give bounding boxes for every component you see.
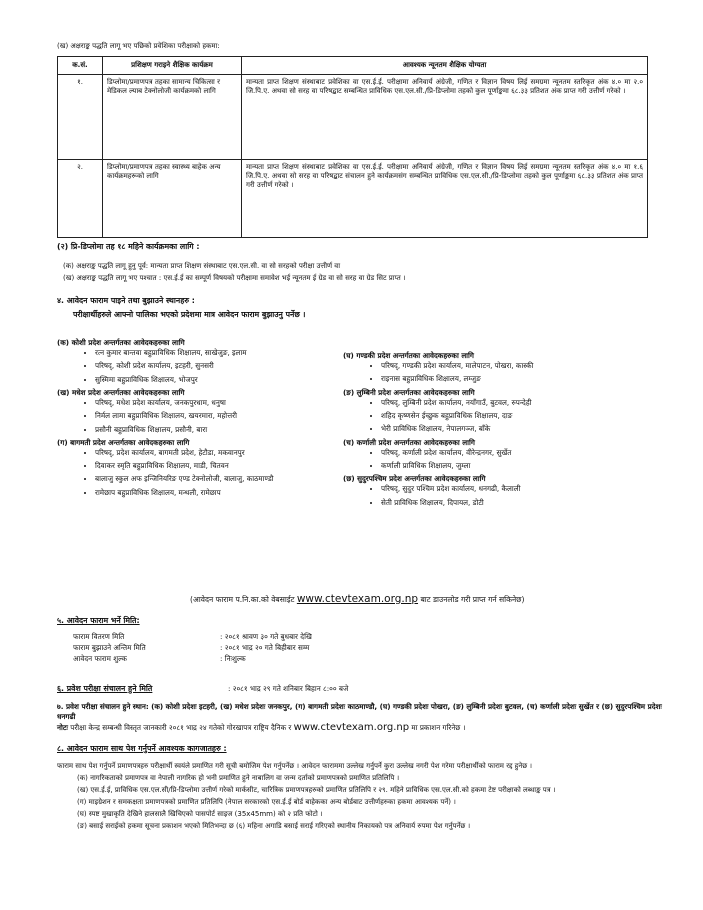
section-7 [57, 702, 662, 735]
list-item: (ग) माइग्रेशन र समकक्षता प्रमाणपत्रको प्रमाणित प्रतिलिपि (नेपाल सरकारको एस.ई.ई बोर्ड बाहेकका अन्य बोर्डबाट उत्तीर्णहरुका हकमा आवश्यक पर्ने) । [77, 797, 456, 806]
list-item: • परिषद्, मधेश प्रदेश कार्यालय, जनकपुरधाम, धनुषा [95, 398, 332, 407]
list-item: • रामेछाप बहुप्राविधिक शिक्षालय, मन्थली, रामेछाप [95, 488, 332, 497]
list-item: • दिवाकर स्मृति बहुप्राविधिक शिक्षालय, माडी, चितवन [95, 461, 332, 470]
column-header: आवश्यक न्यूनतम शैक्षिक योग्यता [242, 57, 648, 75]
list-item: • प्रसौनी बहुप्राविधिक शिक्षालय, प्रसौनी, बारा [95, 425, 332, 434]
list-item: • निर्मल लामा बहुप्राविधिक शिक्षालय, खयरमारा, महोत्तरी [95, 411, 332, 420]
list-item: • परिषद्, गण्डकी प्रदेश कार्यालय, मालेपाटन, पोखरा, कास्की [381, 361, 653, 370]
exam-date-value: : २०८१ भाद्र २९ गते शनिबार बिहान ८:०० बजे [228, 684, 349, 693]
table-row [58, 159, 648, 237]
requirement-cell: मान्यता प्राप्त शिक्षण संस्थाबाट प्रवेशिका वा एस.ई.ई. परीक्षामा अनिवार्य अंग्रेजी, गणित र विज्ञान विषय लिई समग्रमा न्यूनतम स्तरिकृत अंक ४.० मा १.६ जि.पि.ए. अथवा सो सरह वा परिषद्बाट संचालन हुने कार्यक्रमसंग सम्बन्धित प्राविधिक एस.एल.सी./प्रि-डिप्लोमा तहको कुल पूर्णाङ्कमा ६८.३३ प्रतिशत अंक प्राप्त गरी उत्तीर्ण गरेको । [242, 159, 648, 237]
serial-number: २. [58, 159, 103, 237]
province-heading: (ग) बागमती प्रदेश अन्तर्गतका आवेदकहरुका लागि [57, 437, 190, 447]
province-heading: (घ) गण्डकी प्रदेश अन्तर्गतका आवेदकहरुका लागि [343, 351, 474, 360]
offices-left-column [57, 336, 332, 501]
section-4-title: ४. आवेदन फाराम पाइने तथा बुझाउने स्थानहरु : [57, 296, 195, 305]
intro-line: (ख) अक्षराङ्क पद्धति लागू भए पछिको प्रवेशिका परीक्षाको हकमा: [57, 42, 220, 50]
list-item: (घ) स्पष्ट मुखाकृति देखिने हालसालै खिचिएको पासपोर्ट साइज (35x45mm) को २ प्रति फोटो । [77, 809, 323, 818]
serial-number: १. [58, 74, 103, 159]
list-item: • परिषद्, प्रदेश कार्यालय, बागमती प्रदेश, हेटौडा, मकवानपुर [95, 448, 332, 457]
province-heading: (च) कर्णाली प्रदेश अन्तर्गतका आवेदकहरुका लागि [343, 437, 475, 447]
list-item: (ङ) बसाई सराईको हकमा सूचना प्रकाशन भएको मितिभन्दा छ (६) महिना अगाडि बसाई सराई गरिएको स्थानीय निकायको पत्र अनिवार्य रुपमा पेश गर्नुपर्नेछ । [77, 821, 471, 830]
list-item: (क) नागरिकताको प्रमाणपत्र वा नेपाली नागरिक हो भनी प्रमाणित हुने नाबालिग वा जन्म दर्ताको प्रमाणपत्रको प्रमाणित प्रतिलिपि । [77, 773, 400, 782]
form-distribution-value: : २०८१ श्रावण ३० गते बुधबार देखि [220, 632, 312, 641]
eligibility-table [57, 56, 648, 238]
office-list [57, 448, 332, 497]
province-heading: (ङ) लुम्बिनी प्रदेश अन्तर्गतका आवेदकहरुका लागि [343, 387, 475, 397]
province-heading: (ख) मधेश प्रदेश अन्तर्गतका आवेदकहरुका लागि [57, 387, 185, 397]
documents-list [57, 762, 662, 834]
list-item: • भेरी प्राविधिक शिक्षालय, नेपालगञ्ज, बाँके [381, 424, 653, 433]
section-5-title: ५. आवेदन फाराम भर्ने मिति: [57, 616, 140, 625]
section-8-title: ८. आवेदन फाराम साथ पेश गर्नुपर्ने आवश्यक कागजातहरु : [57, 744, 227, 753]
program-cell: डिप्लोमा/प्रमाणपत्र तहका स्वास्थ्य बाहेक अन्य कार्यक्रमहरूको लागि [103, 159, 242, 237]
list-item: • राइनास बहुप्राविधिक शिक्षालय, लम्जुङ [381, 374, 653, 383]
section-5-labels [73, 632, 146, 665]
requirement-cell: मान्यता प्राप्त शिक्षण संस्थाबाट प्रवेशिका वा एस.ई.ई. परीक्षामा अनिवार्य अंग्रेजी, गणित र विज्ञान विषय लिई समग्रमा न्यूनतम स्तरिकृत अंक ४.० मा २.० जि.पि.ए. अथवा सो सरह वा परिषद्बाट सम्बन्धित प्राविधिक एस.एल.सी./प्रि-डिप्लोमा तहको कुल पूर्णाङ्कमा ६८.३३ प्रतिशत अंक प्राप्त गरी उत्तीर्ण गरेको । [242, 74, 648, 159]
list-item: • शहिद कृष्णसेन ईच्छुक बहुप्राविधिक शिक्षालय, दाङ [381, 411, 653, 420]
office-list [343, 484, 653, 506]
section-2-item-a: (क) अक्षराङ्क पद्धति लागू हुनु पूर्व: मान्यता प्राप्त शिक्षण संस्थाबाट एस.एल.सी. वा सो सरहको परीक्षा उत्तीर्ण वा [63, 262, 341, 270]
office-list [343, 448, 653, 470]
list-item: • परिषद्, लुम्बिनी प्रदेश कार्यालय, नयाँगाउँ, बुटवल, रुपन्देही [381, 398, 653, 407]
list-item: • बालाजु स्कुल अफ इन्जिनियरिङ एण्ड टेक्नोलोजी, बालाजु, काठमाण्डौ [95, 474, 332, 483]
form-distribution-label: फाराम वितरण मिति [73, 632, 125, 641]
office-list [343, 361, 653, 383]
list-item: • परिषद्, सुदुर पश्चिम प्रदेश कार्यालय, धनगढी, कैलाली [381, 484, 653, 493]
column-header: प्रशिक्षण गराइने शैक्षिक कार्यक्रम [103, 57, 242, 75]
province-heading: (छ) सुदुरपश्चिम प्रदेश अन्तर्गतका आवेदकहरुका लागि [343, 474, 486, 484]
section-2-item-b: (ख) अक्षराङ्क पद्धति लागू भए पश्चात : एस.ई.ई का सम्पूर्ण विषयको परीक्षामा समावेश भई न्यूनतम ई ग्रेड वा सो सरह वा ग्रेड सिट प्राप्त । [63, 274, 406, 282]
table-header-row [58, 57, 648, 75]
province-heading: (क) कोशी प्रदेश अन्तर्गतका आवेदकहरुका लागि [57, 338, 185, 347]
note-link[interactable]: www.ctevtexam.org.np [293, 722, 410, 734]
form-fee-value: : निःशुल्क [220, 654, 246, 663]
section-4-subtitle: परीक्षार्थीहरुले आफ्नो पालिका भएको प्रदेशमा मात्र आवेदन फाराम बुझाउनु पर्नेछ । [73, 310, 306, 319]
office-list [57, 398, 332, 434]
note-text: परीक्षा केन्द्र सम्बन्धी विस्तृत जानकारी २०८१ भाद्र २४ गतेको गोरखापत्र राष्ट्रिय दैनिक र [70, 723, 292, 733]
offices-right-column [343, 349, 653, 511]
note-end: मा प्रकाशन गरिनेछ । [411, 723, 466, 733]
list-item: • परिषद्, कोशी प्रदेश कार्यालय, इटहरी, सुनसरी [95, 361, 332, 370]
list-item: • कर्णाली प्राविधिक शिक्षालय, जुम्ला [381, 461, 653, 470]
list-item: • परिषद्, कर्णाली प्रदेश कार्यालय, वीरेन्द्रनगर, सुर्खेत [381, 448, 653, 457]
note-label: नोटः [57, 723, 68, 733]
section-2-title: (२) प्रि-डिप्लोमा तह १८ महिने कार्यक्रमका लागि : [57, 242, 200, 251]
section-5-values [220, 632, 312, 665]
form-deadline-label: फाराम बुझाउने अन्तिम मिति [73, 643, 146, 652]
program-cell: डिप्लोमा/प्रमाणपत्र तहका सामान्य चिकित्सा र मेडिकल ल्याब टेक्नोलोजी कार्यक्रमको लागि [103, 74, 242, 159]
table-row [58, 74, 648, 159]
office-list [343, 398, 653, 434]
list-item: • सेती प्राविधिक शिक्षालय, दिपायल, डोटी [381, 498, 653, 507]
section-7-body: (क) कोशी प्रदेशः इटहरी, (ख) मधेश प्रदेशः जनकपुर, (ग) बागमती प्रदेशः काठमाण्डौ, (घ) गण्डकी प्रदेशः पोखरा, (ङ) लुम्बिनी प्रदेशः बुटवल, (च) कर्णाली प्रदेशः सुर्खेत र (छ) सुदुरपश्चिम प्रदेशः धनगढी [57, 702, 662, 721]
section-6-title: ६. प्रवेश परीक्षा संचालन हुने मिति [57, 684, 153, 693]
form-fee-label: आवेदन फाराम शुल्क [73, 654, 127, 663]
website-note [190, 593, 524, 606]
form-deadline-value: : २०८१ भाद्र २० गते बिहीबार सम्म [220, 643, 310, 652]
website-link[interactable]: www.ctevtexam.org.np [296, 593, 419, 605]
section-7-title: ७. प्रवेश परीक्षा संचालन हुने स्थान: [57, 702, 149, 711]
documents-intro: फाराम साथ पेश गर्नुपर्ने प्रमाणपत्रहरु परीक्षार्थी स्वयंले प्रमाणित गरी सूची बमोजिम पेश गर्नुपर्नेछ । आवेदन फाराममा उल्लेख गर्नुपर्ने कुरा उल्लेख नगरी पेश गरेमा परीक्षार्थीको फाराम रद्द हुनेछ । [57, 762, 533, 770]
office-list [57, 348, 332, 384]
list-item: (ख) एस.ई.ई, प्राविधिक एस.एल.सी/प्रि-डिप्लोमा उत्तीर्ण गरेको मार्कसीट, चारित्रिक प्रमाणपत्रहरुको प्रमाणित प्रतिलिपि र २९. महिने प्राविधिक एस.एल.सी.को हकमा टेष्ट परीक्षाको लब्धाङ्क पत्र । [77, 785, 556, 794]
website-note-post: बाट डाउनलोड गरी प्राप्त गर्न सकिनेछ) [420, 595, 525, 604]
column-header: क.सं. [58, 57, 103, 75]
list-item: • सुस्मिमा बहुप्राविधिक शिक्षालय, भोजपुर [95, 375, 332, 384]
website-note-pre: (आवेदन फाराम प.नि.का.को वेबसाईट [190, 595, 295, 604]
list-item: • रत्न कुमार बान्तवा बहुप्राविधिक शिक्षालय, साखेजुङ, इलाम [95, 348, 332, 357]
